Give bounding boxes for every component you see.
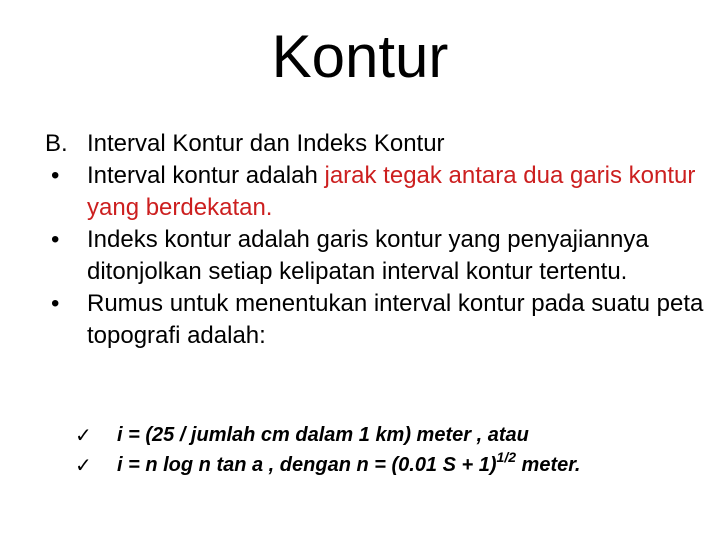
- section-marker: B.: [45, 130, 68, 157]
- formula-text: i = (25 / jumlah cm dalam 1 km) meter , atau: [117, 424, 529, 446]
- section-heading: [45, 128, 705, 160]
- formula-text-start: i = n log n tan a , dengan n = (0.01 S + 1): [117, 454, 497, 476]
- check-icon: ✓: [75, 423, 92, 447]
- bullet-icon: •: [51, 290, 60, 317]
- bullet-text: Rumus untuk menentukan interval kontur pada suatu peta topografi adalah:: [87, 290, 704, 349]
- bullet-item-interval: [45, 160, 705, 224]
- highlighted-definition: jarak tegak antara dua garis kontur yang berdekatan.: [87, 162, 696, 221]
- bullet-icon: •: [51, 226, 60, 253]
- bullet-text-start: Interval kontur adalah: [87, 162, 325, 189]
- formula-text-end: meter.: [516, 454, 581, 476]
- slide-title: Kontur: [271, 23, 449, 90]
- bullet-item-index: [45, 224, 705, 288]
- formula-exponent: 1/2: [496, 449, 516, 465]
- formula-item-one: [75, 420, 715, 450]
- bullet-text: Indeks kontur adalah garis kontur yang penyajiannya ditonjolkan setiap kelipatan interval kontur tertentu.: [87, 226, 649, 285]
- formula-item-two: [75, 450, 715, 480]
- slide-body: [45, 128, 705, 352]
- section-heading-text: Interval Kontur dan Indeks Kontur: [87, 130, 445, 157]
- bullet-icon: •: [51, 162, 60, 189]
- check-icon: ✓: [75, 453, 92, 477]
- bullet-item-formula-intro: [45, 288, 705, 352]
- formula-list: [75, 420, 715, 480]
